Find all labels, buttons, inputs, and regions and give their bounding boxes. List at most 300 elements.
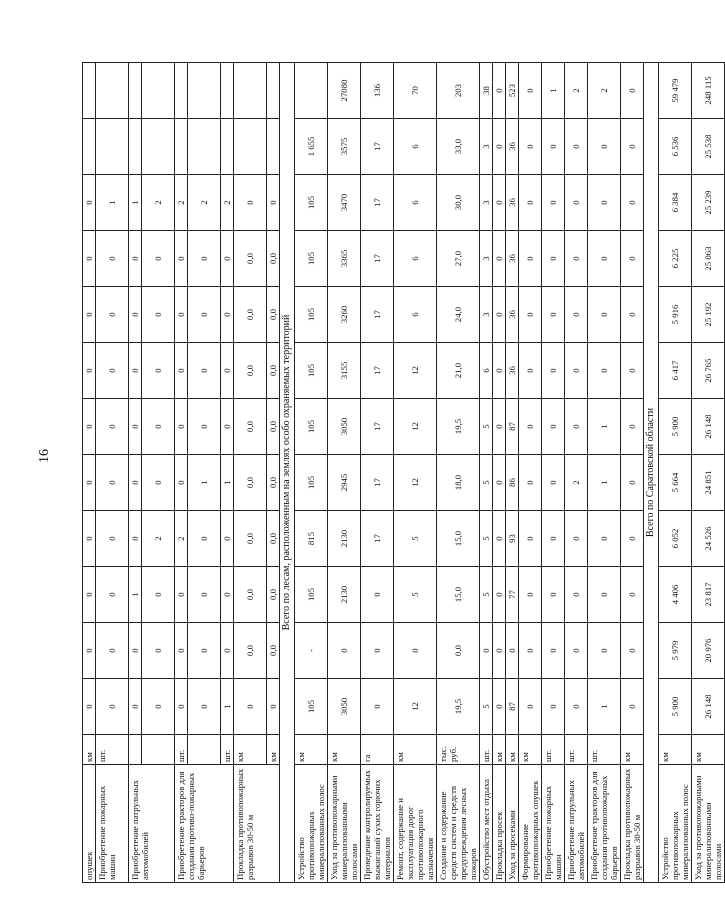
value-cell: 38 — [480, 63, 493, 119]
value-cell: 0 — [519, 63, 542, 119]
unit-cell: км — [394, 735, 437, 765]
table-row — [659, 63, 692, 883]
value-cell: 0 — [542, 623, 565, 679]
value-cell: 0 — [588, 231, 621, 287]
value-cell — [267, 119, 280, 175]
value-cell: 0,0 — [267, 231, 280, 287]
value-cell: 5 900 — [659, 679, 692, 735]
value-cell: 0 — [96, 679, 129, 735]
fire-safety-table — [82, 62, 725, 883]
value-cell: 0 — [542, 679, 565, 735]
value-cell: 0 — [565, 343, 588, 399]
value-cell: 0 — [175, 343, 188, 399]
value-cell: 0 — [621, 175, 644, 231]
value-cell: 6 225 — [659, 231, 692, 287]
value-cell: 21,0 — [437, 343, 480, 399]
value-cell: 23 817 — [692, 567, 725, 623]
value-cell: 17 — [361, 455, 394, 511]
table-row — [519, 63, 542, 883]
table-row — [394, 63, 437, 883]
value-cell: 2 — [175, 511, 188, 567]
value-cell: 0 — [621, 455, 644, 511]
value-cell: 0 — [493, 175, 506, 231]
value-cell: 1 — [96, 175, 129, 231]
value-cell: 0 — [588, 511, 621, 567]
value-cell: 0,0 — [267, 511, 280, 567]
value-cell: 0 — [542, 343, 565, 399]
value-cell: 20 976 — [692, 623, 725, 679]
value-cell: 12 — [394, 455, 437, 511]
value-cell: 6 — [394, 287, 437, 343]
row-label: Формирование противопожарных опушек — [519, 765, 542, 883]
value-cell: 0 — [175, 231, 188, 287]
value-cell: 0,0 — [234, 399, 267, 455]
value-cell: 0 — [565, 399, 588, 455]
value-cell: 30,0 — [437, 175, 480, 231]
value-cell: 0 — [188, 679, 221, 735]
value-cell: 0 — [519, 623, 542, 679]
value-cell: 3365 — [328, 231, 361, 287]
value-cell: 36 — [506, 175, 519, 231]
value-cell: 0 — [519, 231, 542, 287]
table-row — [493, 63, 506, 883]
value-cell: 105 — [295, 175, 328, 231]
value-cell: 19,5 — [437, 679, 480, 735]
value-cell: 5 — [480, 455, 493, 511]
value-cell: 17 — [361, 511, 394, 567]
value-cell: 0 — [142, 567, 175, 623]
value-cell: 0 — [394, 623, 437, 679]
unit-cell: шт. — [96, 735, 129, 765]
table-row — [142, 63, 175, 883]
value-cell: 0,0 — [234, 567, 267, 623]
value-cell: 0 — [493, 231, 506, 287]
value-cell: 136 — [361, 63, 394, 119]
value-cell: 0 — [361, 623, 394, 679]
value-cell: 0 — [621, 511, 644, 567]
table-row — [83, 63, 96, 883]
value-cell: 19,5 — [437, 399, 480, 455]
value-cell: 0 — [175, 567, 188, 623]
value-cell: 18,0 — [437, 455, 480, 511]
value-cell: 0 — [565, 623, 588, 679]
value-cell: 6 536 — [659, 119, 692, 175]
value-cell: 0 — [175, 399, 188, 455]
value-cell: 0 — [83, 343, 96, 399]
unit-cell: тыс. руб. — [437, 735, 480, 765]
value-cell: 36 — [506, 119, 519, 175]
value-cell: 12 — [394, 343, 437, 399]
row-label: Проведение контролируемых выжиганий сухих горючих материалов — [361, 765, 394, 883]
value-cell: 0 — [129, 679, 142, 735]
value-cell: 24,0 — [437, 287, 480, 343]
value-cell: 105 — [295, 399, 328, 455]
value-cell: 5 979 — [659, 623, 692, 679]
value-cell: 0 — [542, 399, 565, 455]
value-cell: 0 — [493, 119, 506, 175]
value-cell: 523 — [506, 63, 519, 119]
value-cell: 1 — [588, 455, 621, 511]
unit-cell — [142, 735, 175, 765]
value-cell: 0 — [519, 119, 542, 175]
table-row — [361, 63, 394, 883]
value-cell: 0 — [175, 287, 188, 343]
value-cell: 3050 — [328, 399, 361, 455]
row-label: Приобретение пожарных машин — [542, 765, 565, 883]
value-cell: 3 — [480, 287, 493, 343]
table-row — [692, 63, 725, 883]
value-cell: 0 — [621, 623, 644, 679]
value-cell: 0 — [83, 567, 96, 623]
value-cell: 3 — [480, 231, 493, 287]
value-cell: 0 — [142, 679, 175, 735]
value-cell: 0 — [493, 679, 506, 735]
unit-cell: км — [328, 735, 361, 765]
value-cell: 0 — [129, 455, 142, 511]
unit-cell: га — [361, 735, 394, 765]
row-label: Приобретение тракторов для создания противо-пожарных барьеров — [175, 765, 234, 883]
table-row — [129, 63, 142, 883]
value-cell: 77 — [506, 567, 519, 623]
value-cell: 0 — [493, 455, 506, 511]
value-cell: 0 — [96, 623, 129, 679]
value-cell: 36 — [506, 343, 519, 399]
value-cell: 1 — [129, 175, 142, 231]
value-cell: 26 148 — [692, 399, 725, 455]
value-cell: 24 526 — [692, 511, 725, 567]
value-cell: 59 479 — [659, 63, 692, 119]
value-cell: 0 — [83, 679, 96, 735]
value-cell: 12 — [394, 679, 437, 735]
value-cell: 5 — [480, 399, 493, 455]
value-cell — [221, 119, 234, 175]
value-cell: 0 — [588, 343, 621, 399]
value-cell: 12 — [394, 399, 437, 455]
value-cell: 3 — [480, 175, 493, 231]
row-label: Приобретение пожарных машин — [96, 765, 129, 883]
value-cell: 0 — [621, 287, 644, 343]
value-cell: 0 — [519, 567, 542, 623]
value-cell: 0 — [175, 679, 188, 735]
table-row — [221, 63, 234, 883]
value-cell: 0 — [221, 623, 234, 679]
value-cell: 3470 — [328, 175, 361, 231]
row-label: Прокладка противопожарных разрывов 30-50 м — [621, 765, 644, 883]
value-cell: 2 — [588, 63, 621, 119]
value-cell: 0 — [621, 399, 644, 455]
value-cell — [96, 119, 129, 175]
row-label: Обустройство мест отдыха — [480, 765, 493, 883]
value-cell: 0 — [188, 567, 221, 623]
value-cell: 0 — [221, 567, 234, 623]
value-cell: 105 — [295, 343, 328, 399]
value-cell: 2945 — [328, 455, 361, 511]
value-cell: 0 — [129, 231, 142, 287]
value-cell — [234, 119, 267, 175]
value-cell: 87 — [506, 399, 519, 455]
value-cell: 1 655 — [295, 119, 328, 175]
value-cell: 93 — [506, 511, 519, 567]
value-cell: 6 — [394, 175, 437, 231]
section-row — [280, 63, 295, 883]
unit-cell: шт. — [175, 735, 188, 765]
value-cell: 5 — [394, 567, 437, 623]
unit-cell: шт. — [565, 735, 588, 765]
value-cell: 0,0 — [267, 287, 280, 343]
table-row — [328, 63, 361, 883]
value-cell: 86 — [506, 455, 519, 511]
value-cell: 0 — [588, 175, 621, 231]
value-cell: 0 — [493, 287, 506, 343]
unit-cell — [129, 735, 142, 765]
value-cell: 0,0 — [234, 287, 267, 343]
row-label: Устройство противопожарных минерализованных полос — [295, 765, 328, 883]
table-row — [295, 63, 328, 883]
value-cell: 0 — [361, 567, 394, 623]
unit-cell — [188, 735, 221, 765]
value-cell: 2 — [565, 455, 588, 511]
value-cell: 0 — [542, 511, 565, 567]
value-cell: 36 — [506, 287, 519, 343]
value-cell: 0 — [493, 623, 506, 679]
value-cell: 2 — [221, 175, 234, 231]
value-cell: 0 — [129, 623, 142, 679]
value-cell: 1 — [588, 679, 621, 735]
value-cell: 0 — [188, 231, 221, 287]
value-cell: 0 — [542, 119, 565, 175]
value-cell: 1 — [542, 63, 565, 119]
value-cell: 6 052 — [659, 511, 692, 567]
value-cell: 0,0 — [267, 399, 280, 455]
value-cell: 6 384 — [659, 175, 692, 231]
value-cell: 0 — [588, 567, 621, 623]
value-cell: 0 — [234, 175, 267, 231]
value-cell: 26 765 — [692, 343, 725, 399]
value-cell: 2 — [188, 175, 221, 231]
value-cell: 17 — [361, 287, 394, 343]
value-cell — [142, 63, 175, 119]
value-cell: 0 — [565, 567, 588, 623]
value-cell — [188, 119, 221, 175]
value-cell: 0 — [361, 679, 394, 735]
value-cell: 0 — [96, 511, 129, 567]
value-cell: 1 — [129, 567, 142, 623]
value-cell: 1 — [188, 455, 221, 511]
value-cell: 3260 — [328, 287, 361, 343]
value-cell — [175, 119, 188, 175]
value-cell: 0 — [519, 399, 542, 455]
value-cell — [267, 63, 280, 119]
table-row — [234, 63, 267, 883]
value-cell: 0 — [621, 343, 644, 399]
row-label: Приобретение патрульных автомобилей — [565, 765, 588, 883]
table-row — [96, 63, 129, 883]
value-cell: 0 — [565, 119, 588, 175]
value-cell: 0 — [129, 343, 142, 399]
value-cell: 15,0 — [437, 567, 480, 623]
value-cell: 25 192 — [692, 287, 725, 343]
value-cell: 0 — [83, 623, 96, 679]
value-cell: 0 — [493, 567, 506, 623]
value-cell: 25 538 — [692, 119, 725, 175]
value-cell — [295, 63, 328, 119]
value-cell: 3 — [480, 119, 493, 175]
value-cell: 2130 — [328, 511, 361, 567]
value-cell: 0 — [621, 567, 644, 623]
value-cell: 0,0 — [234, 623, 267, 679]
value-cell: 0 — [565, 231, 588, 287]
table-row — [480, 63, 493, 883]
value-cell: 17 — [361, 119, 394, 175]
value-cell: 0 — [83, 511, 96, 567]
table-row — [267, 63, 280, 883]
value-cell: 0,0 — [267, 455, 280, 511]
unit-cell: шт. — [542, 735, 565, 765]
value-cell: 3155 — [328, 343, 361, 399]
value-cell: 105 — [295, 679, 328, 735]
value-cell: 2 — [142, 511, 175, 567]
value-cell: 27,0 — [437, 231, 480, 287]
value-cell: 0 — [493, 511, 506, 567]
value-cell: 5 — [394, 511, 437, 567]
value-cell: 0 — [519, 343, 542, 399]
value-cell — [175, 63, 188, 119]
value-cell: 0 — [588, 287, 621, 343]
value-cell — [234, 63, 267, 119]
value-cell: 0 — [83, 175, 96, 231]
value-cell: 105 — [295, 567, 328, 623]
value-cell: 25 063 — [692, 231, 725, 287]
value-cell: 0 — [83, 455, 96, 511]
value-cell: 0 — [267, 175, 280, 231]
value-cell: 0 — [506, 623, 519, 679]
value-cell: 26 148 — [692, 679, 725, 735]
unit-cell: шт. — [480, 735, 493, 765]
value-cell: 0 — [142, 231, 175, 287]
value-cell: 0 — [188, 511, 221, 567]
value-cell: 0 — [519, 679, 542, 735]
value-cell: 5 900 — [659, 399, 692, 455]
value-cell: 0 — [493, 63, 506, 119]
value-cell: 1 — [588, 399, 621, 455]
value-cell: 0 — [96, 287, 129, 343]
value-cell: 87 — [506, 679, 519, 735]
value-cell: 0 — [588, 623, 621, 679]
value-cell: 5 — [480, 511, 493, 567]
value-cell: 0,0 — [234, 343, 267, 399]
row-label: Ремонт, содержание и эксплуатация дорог противопожарного назначения — [394, 765, 437, 883]
value-cell: 36 — [506, 231, 519, 287]
value-cell: 24 851 — [692, 455, 725, 511]
value-cell — [129, 119, 142, 175]
value-cell: 17 — [361, 231, 394, 287]
value-cell: - — [295, 623, 328, 679]
value-cell: 0 — [175, 455, 188, 511]
value-cell: 0 — [175, 623, 188, 679]
row-label: Уход за просеками — [506, 765, 519, 883]
value-cell: 0 — [542, 231, 565, 287]
value-cell: 0,0 — [437, 623, 480, 679]
value-cell: 33,0 — [437, 119, 480, 175]
value-cell: 0 — [542, 455, 565, 511]
value-cell: 0 — [621, 679, 644, 735]
value-cell: 0 — [234, 679, 267, 735]
value-cell: 5 916 — [659, 287, 692, 343]
value-cell: 0,0 — [267, 623, 280, 679]
section-row — [644, 63, 659, 883]
table-row — [621, 63, 644, 883]
value-cell: 0,0 — [234, 511, 267, 567]
value-cell: 1 — [221, 455, 234, 511]
value-cell: 815 — [295, 511, 328, 567]
value-cell: 203 — [437, 63, 480, 119]
value-cell: 0 — [493, 399, 506, 455]
value-cell — [221, 63, 234, 119]
row-label: Прокладка противопожарных разрывов 30-50 м — [234, 765, 280, 883]
unit-cell: км — [519, 735, 542, 765]
row-label: Уход за противопожарными минерализованными полосами — [692, 765, 725, 883]
value-cell: 0 — [83, 231, 96, 287]
value-cell: 25 239 — [692, 175, 725, 231]
value-cell: 0 — [188, 399, 221, 455]
value-cell: 2 — [565, 63, 588, 119]
value-cell: 105 — [295, 231, 328, 287]
value-cell: 70 — [394, 63, 437, 119]
value-cell: 0 — [221, 343, 234, 399]
value-cell: 0 — [221, 287, 234, 343]
value-cell: 105 — [295, 455, 328, 511]
table-row — [588, 63, 621, 883]
table-row — [565, 63, 588, 883]
value-cell: 0 — [129, 399, 142, 455]
section-heading: Всего по лесам, расположенным на землях особо охраняемых территорий — [280, 63, 295, 883]
value-cell: 6 417 — [659, 343, 692, 399]
unit-cell: км — [692, 735, 725, 765]
row-label: Приобретение тракторов для создания противопожарных барьеров — [588, 765, 621, 883]
value-cell: 17 — [361, 343, 394, 399]
unit-cell: км — [234, 735, 267, 765]
value-cell: 0 — [221, 231, 234, 287]
rotated-table-wrapper — [82, 63, 723, 883]
value-cell: 0 — [565, 679, 588, 735]
value-cell: 3575 — [328, 119, 361, 175]
table-row — [175, 63, 188, 883]
value-cell — [96, 63, 129, 119]
value-cell: 0 — [188, 287, 221, 343]
value-cell: 5 664 — [659, 455, 692, 511]
value-cell: 0 — [142, 343, 175, 399]
unit-cell: шт. — [588, 735, 621, 765]
value-cell: 0 — [83, 287, 96, 343]
row-label: Создание и содержание средств систем и средств предупреждения лесных пожаров — [437, 765, 480, 883]
value-cell: 0 — [480, 623, 493, 679]
value-cell: 0 — [188, 623, 221, 679]
value-cell: 0 — [221, 511, 234, 567]
value-cell: 6 — [480, 343, 493, 399]
row-label: Прокладка просек — [493, 765, 506, 883]
value-cell: 0 — [188, 343, 221, 399]
value-cell: 248 115 — [692, 63, 725, 119]
unit-cell: км — [267, 735, 280, 765]
table-row — [437, 63, 480, 883]
value-cell: 0 — [565, 175, 588, 231]
value-cell: 0 — [142, 287, 175, 343]
value-cell: 0,0 — [234, 231, 267, 287]
value-cell — [129, 63, 142, 119]
page-number: 16 — [37, 449, 52, 463]
unit-cell: км — [659, 735, 692, 765]
value-cell: 17 — [361, 175, 394, 231]
